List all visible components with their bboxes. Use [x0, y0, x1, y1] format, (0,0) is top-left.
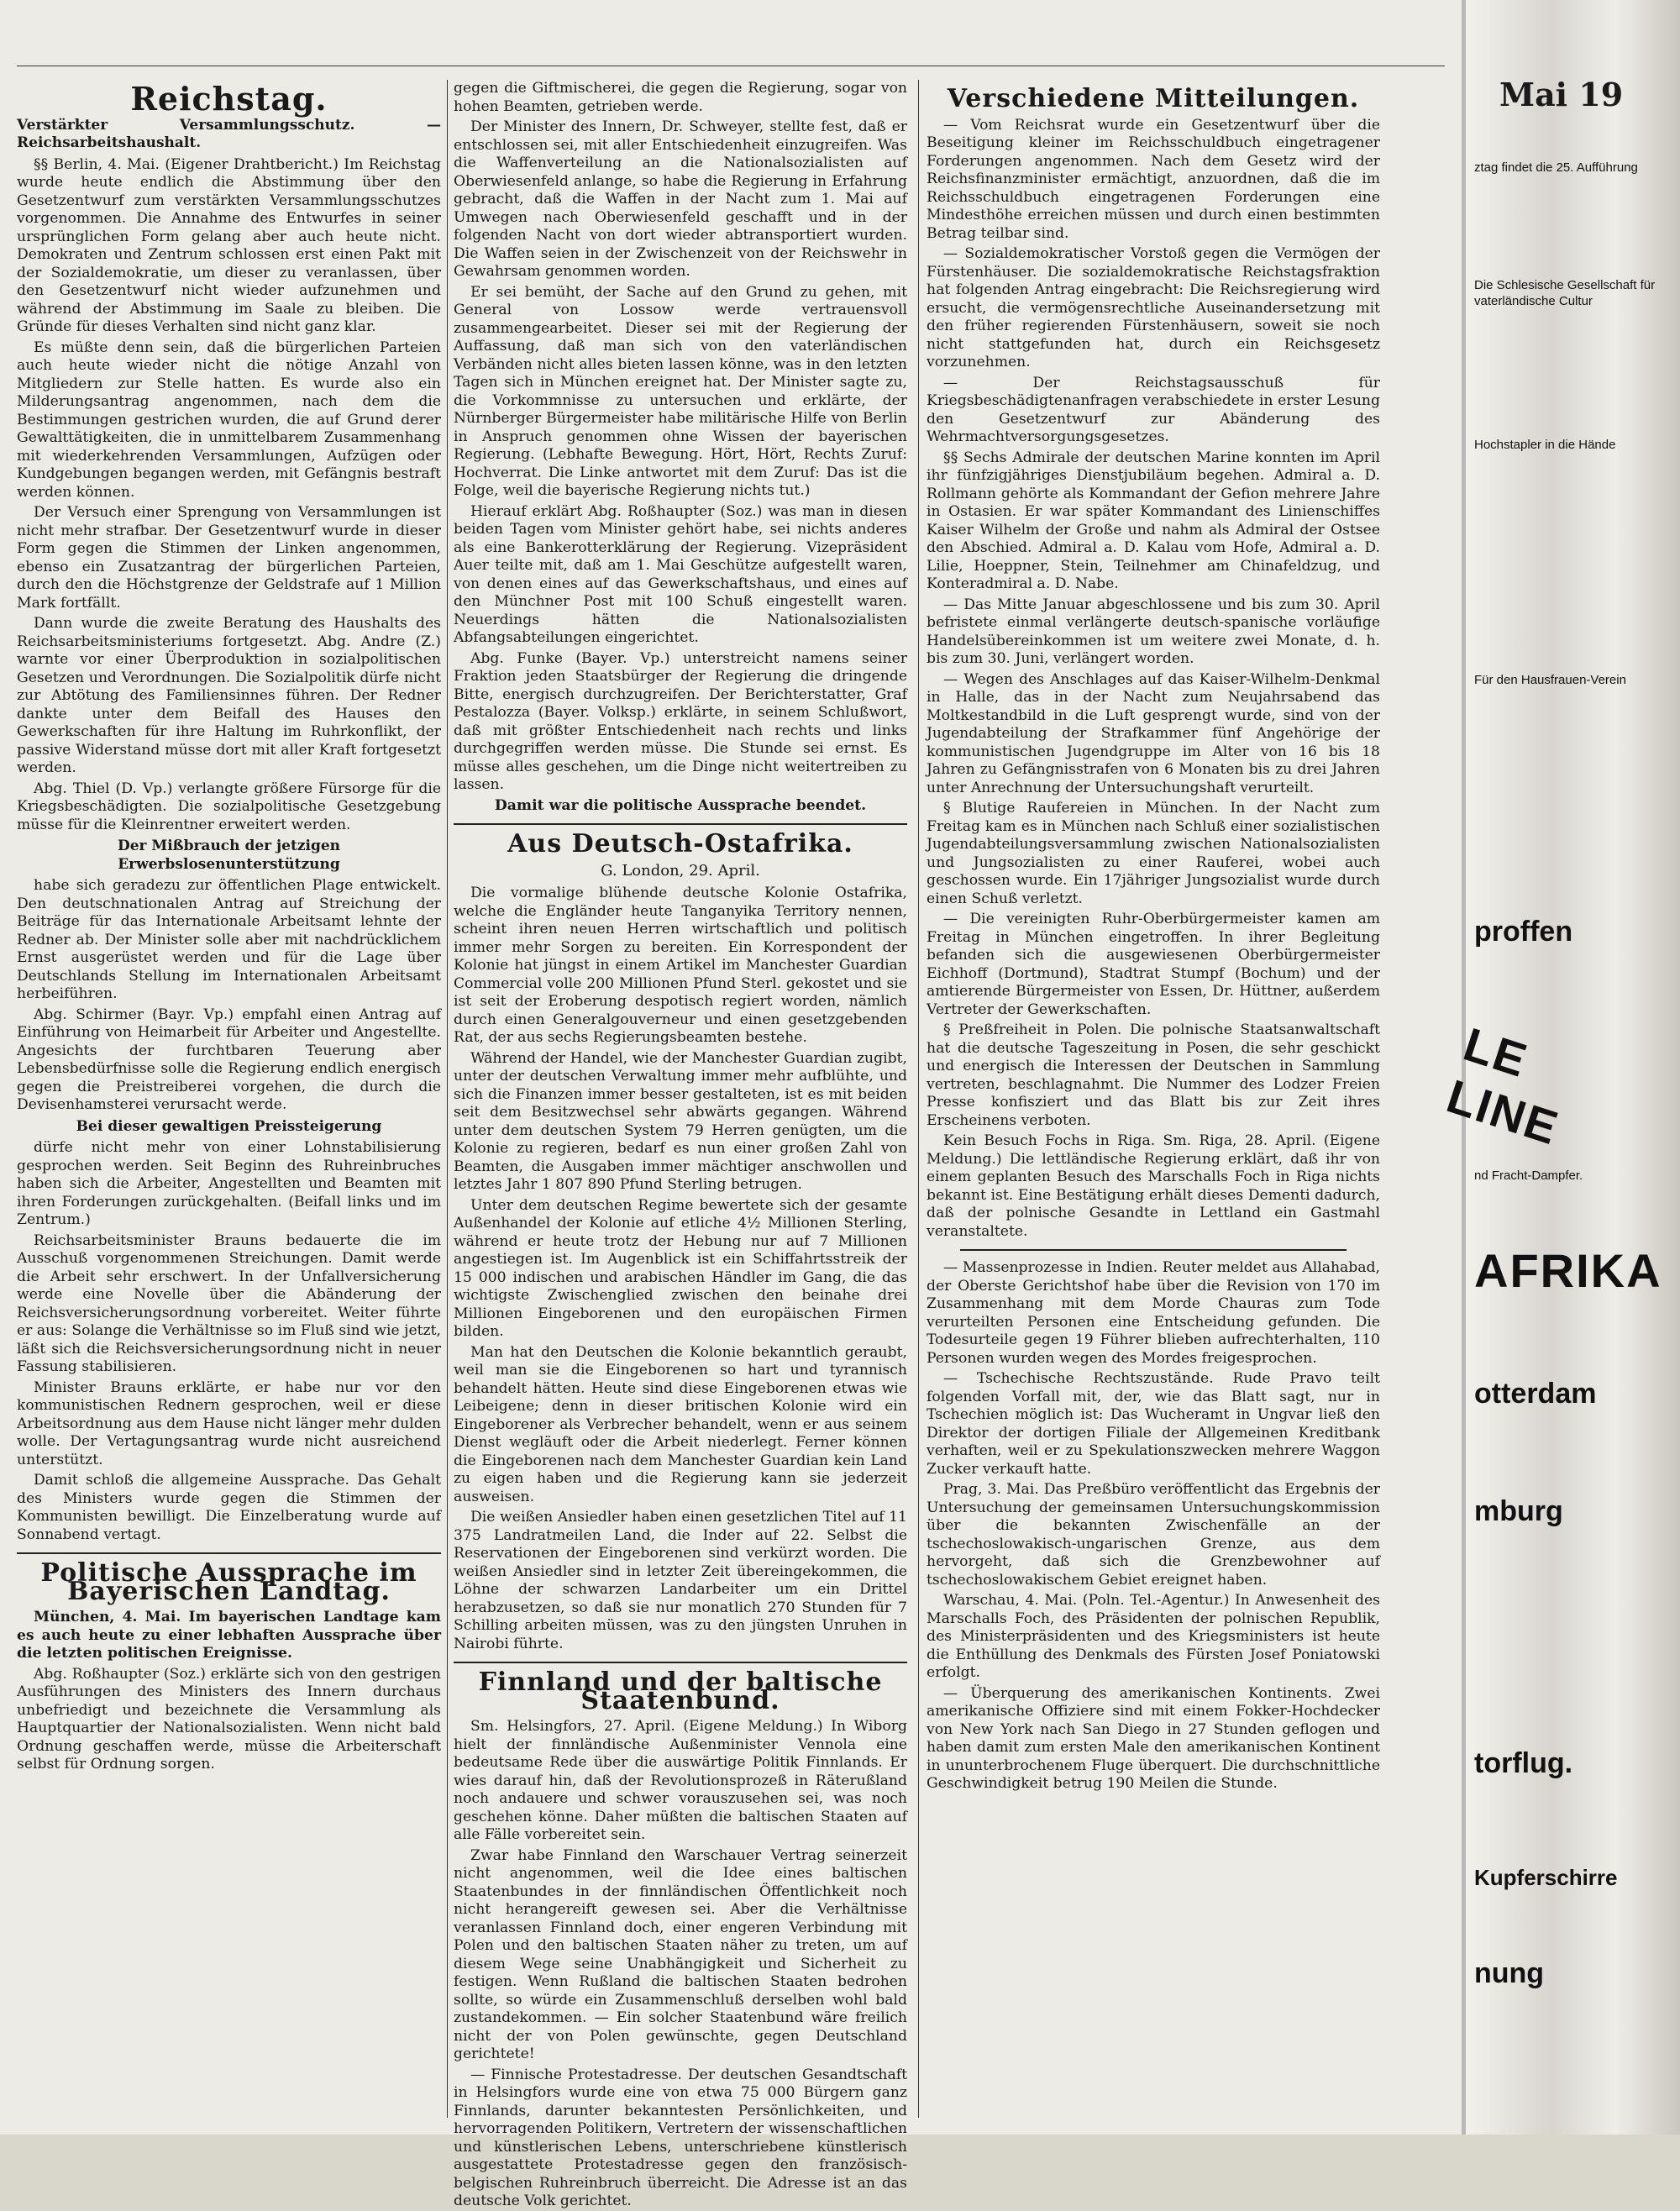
paragraph: Man hat den Deutschen die Kolonie bekanntlich geraubt, weil man sie die Eingeborenen so hart und tyrannisch behandelt hätten. Heute sind diese Eingeborenen etwas wie Leibeigene; denn in dieser britischen Kolonie wird ein Eingeborener als Verbrecher behandelt, wenn er aus seinem Dienst wegläuft oder die Arbeit niederlegt. Ferner können die Eingeborenen nach dem Manchester Guardian kein Land zu eigen haben und die Regierung kann sie jederzeit ausweisen. [454, 1343, 907, 1505]
paragraph: Der Versuch einer Sprengung von Versammlungen ist nicht mehr strafbar. Der Gesetzentwurf wurde in dieser Form gegen die Stimmen der Linken angenommen, ebenso ein Zusatzantrag der bürgerlichen Parteien, durch den die Höchstgrenze der Geldstrafe auf 1 Million Mark fortfällt. [17, 504, 441, 612]
paragraph: Kein Besuch Fochs in Riga. Sm. Riga, 28. April. (Eigene Meldung.) Die lettländische Regierung erklärt, daß ihr von einem geplanten Besuch des Marschalls Foch in Riga nichts bekannt ist. Eine Bestätigung erhält dieses Dementi dadurch, daß der polnische Gesandte in Lettland ein Gastmahl veranstaltete. [927, 1132, 1380, 1240]
paragraph: Warschau, 4. Mai. (Poln. Tel.-Agentur.) In Anwesenheit des Marschalls Foch, des Präsidenten der polnischen Republik, des Ministerpräsidenten und des Kriegsministers ist heute die Enthüllung des Denkmals des Fürsten Josef Poniatowski erfolgt. [927, 1592, 1380, 1681]
paragraph: § Preßfreiheit in Polen. Die polnische Staatsanwaltschaft hat die deutsche Tageszeitung in Posen, die sehr geschickt und energisch die Interessen der Deutschen in Sammlung vertreten, beschlagnahmt. Die Nummer des Lodzer Freien Presse konfisziert und das Blatt bis zur Zeit ihres Erscheinens verboten. [927, 1021, 1380, 1129]
paragraph: Der Minister des Innern, Dr. Schweyer, stellte fest, daß er entschlossen sei, mit aller Entschiedenheit einzugreifen. Was die Waffenverteilung an die Nationalsozialisten auf Oberwiesenfeld anlange, so habe die Regierung in Erfahrung gebracht, daß die Waffen in der Nacht zum 1. Mai auf Umwegen nach Oberwiesenfeld geschafft und in der folgenden Nacht von dort wieder abtransportiert wurden. Die Waffen seien in der Zwischenzeit von der Reichswehr in Gewahrsam genommen worden. [454, 118, 907, 280]
paragraph: — Die vereinigten Ruhr-Oberbürgermeister kamen am Freitag in München eingetroffen. In ihrer Begleitung befanden sich die ausgewiesenen Oberbürgermeister Eichhoff (Dortmund), Stadtrat Stumpf (Bochum) und der amtierende Bürgermeister von Essen, Dr. Hüttner, außerdem Vertreter der Gewerkschaften. [927, 911, 1380, 1018]
paragraph: Prag, 3. Mai. Das Preßbüro veröffentlicht das Ergebnis der Untersuchung der gemeinsamen Untersuchungskommission über die bekannten Zwischenfälle an der tschechoslowakisch-ungarischen Grenze, aus dem hervorgeht, daß sich die Grenzbewohner auf tschechoslowakischem Gebiet ereignet haben. [927, 1481, 1380, 1589]
paragraph: Abg. Thiel (D. Vp.) verlangte größere Fürsorge für die Kriegsbeschädigten. Die sozialpolitische Gesetzgebung müsse für die Kleinrentner erweitert werden. [17, 780, 441, 833]
paragraph: — Wegen des Anschlages auf das Kaiser-Wilhelm-Denkmal in Halle, das in der Nacht zum Neujahrsabend das Moltkestandbild in die Luft gesprengt wurde, sind von der Jugendabteilung der Strafkammer fünf Angehörige der kommunistischen Jugendgruppe im Alter von 16 bis 18 Jahren zu Gefängnisstrafen von 6 Monaten bis zu drei Jahren unter Anrechnung der Untersuchungshaft verurteilt. [927, 670, 1380, 796]
section-heading: Der Mißbrauch der jetzigen Erwerbslosenunterstützung [117, 838, 341, 873]
edge-snippet: Für den Hausfrauen-Verein [1474, 673, 1626, 687]
edge-snippet: nd Fracht-Dampfer. [1474, 1169, 1583, 1183]
divider [960, 1249, 1347, 1251]
section-title-mitteilungen: Verschiedene Mitteilungen. [947, 84, 1360, 113]
ad-heading: Kupferschirre [1474, 1865, 1618, 1890]
paragraph: Minister Brauns erklärte, er habe nur vor den kommunistischen Rednern gesprochen, weil er diese Arbeitsordnung aus dem Hause nicht länger mehr dulden wolle. Der Vertagungsantrag wurde nicht ausreichend unterstützt. [17, 1379, 441, 1468]
paragraph: — Massenprozesse in Indien. Reuter meldet aus Allahabad, der Oberste Gerichtshof habe über die Revision von 170 im Zusammenhang mit dem Morde Chauras zum Tode verurteilten Personen eine Entscheidung gefunden. Die Todesurteile gegen 19 Führer blieben aufrechterhalten, 110 Personen wurden wegen des Mordes freigesprochen. [927, 1259, 1380, 1367]
divider [454, 1662, 907, 1663]
ad-heading: nung [1474, 1957, 1545, 1989]
paragraph: Es müßte denn sein, daß die bürgerlichen Parteien auch heute wieder nicht die nötige Anzahl von Mitgliedern zur Stelle hatten. Es wurde also ein Milderungsantrag angenommen, nach dem die Bestimmungen gestrichen wurden, die auf Grund derer Gewalttätigkeiten, die in unmittelbarem Zusammenhang mit wiederkehrenden Versammlungen, Aufzügen oder Kundgebungen begangen werden, mit Gefängnis bestraft werden können. [17, 339, 441, 501]
paragraph: — Der Reichstagsausschuß für Kriegsbeschädigtenanfragen verabschiedete in erster Lesung den Gesetzentwurf zur Abänderung des Wehrmachtversorgungsgesetzes. [927, 374, 1380, 445]
paragraph: Abg. Schirmer (Bayr. Vp.) empfahl einen Antrag auf Einführung von Heimarbeit für Arbeiter und Angestellte. Angesichts der furchtbaren Teuerung aber Lebensbedürfnisse solle die Regierung endlich energisch gegen die Preistreiberei vorgehen, die durch die Devisenhamsterei verursacht werde. [17, 1006, 441, 1113]
section-heading: Bei dieser gewaltigen Preissteigerung [76, 1117, 382, 1135]
paragraph: Unter dem deutschen Regime bewertete sich der gesamte Außenhandel der Kolonie auf etliche 4½ Millionen Sterling, während er heute trotz der Hebung nur auf 7 Millionen angestiegen ist. Im Augenblick ist ein Schiffahrtsstreik der 15 000 indischen und arabischen Händler im Gang, die das wichtigste Zwischenglied zwischen den beinahe drei Millionen Eingeborenen und den europäischen Firmen bilden. [454, 1196, 907, 1340]
ad-heading: mburg [1474, 1495, 1563, 1527]
paragraph: Hierauf erklärt Abg. Roßhaupter (Soz.) was man in diesen beiden Tagen vom Minister gehört habe, sei nichts anderes als eine Bankerotterklärung der Regierung. Vizepräsident Auer teilte mit, daß am 1. Mai Geschütze aufgestellt waren, von denen eines auf das Gewerkschaftshaus, und eines auf den Münchner Post mit 100 Schuß eingestellt waren. Neuerdings hätten die Nationalsozialisten Abfangsabteilungen eingerichtet. [454, 502, 907, 646]
article-title-finnland: Finnland und der baltische Staatenbund. [478, 1667, 883, 1715]
paragraph: — Tschechische Rechtszustände. Rude Pravo teilt folgenden Vorfall mit, der, wie das Blatt sagt, nur in Tschechien möglich ist: Das Wucheramt in Ungvar ließ den Direktor der dortigen Filiale der Allgemeinen Kreditbank verhaften, weil er zu Spekulationszwecken mehrere Waggon Zucker verkauft hatte. [927, 1370, 1380, 1478]
paragraph: habe sich geradezu zur öffentlichen Plage entwickelt. Den deutschnationalen Antrag auf Streichung der Beiträge für das Internationale Arbeitsamt lehnte der Redner ab. Der Minister solle aber mit nachdrücklichem Ernst ausgerüstet werden und für die Lage über Deutschlands Stellung im Internationalen Arbeitsamt herbeiführen. [17, 877, 441, 1002]
article-title-ostafrika: Aus Deutsch-Ostafrika. [507, 829, 853, 859]
adjacent-page-edge [1441, 0, 1680, 2135]
dateline: G. London, 29. April. [601, 861, 760, 880]
paragraph: Er sei bemüht, der Sache auf den Grund zu gehen, mit General von Lossow werde vertrauensvoll zusammengearbeitet. Dieser sei mit der Regierung der Auffassung, daß man sich von den vaterländischen Verbänden nicht alles bieten lassen könne, was in den letzten Tagen sich in München ereignet hat. Der Minister sagte zu, die Vorkommnisse zu untersuchen und erklärte, der Nürnberger Bürgermeister habe militärische Hilfe von Berlin in Anspruch genommen ohne Wissen der bayerischen Regierung. (Lebhafte Bewegung. Hört, Hört, Rechts Zuruf: Hochverrat. Die Linke antwortet mit dem Zuruf: Das ist die Folge, weil die bayerische Regierung nichts tut.) [454, 283, 907, 499]
divider [17, 1552, 441, 1554]
article-title-bayern: Politische Aussprache im Bayerischen Landtag. [40, 1558, 417, 1606]
paragraph: — Vom Reichsrat wurde ein Gesetzentwurf über die Beseitigung kleiner im Reichsschuldbuch eingetragener Forderungen angenommen. Nach dem Gesetz wird der Reichsfinanzminister ermächtigt, anzuordnen, daß die im Reichsschuldbuch eingetragenen Forderungen eine Mindesthöhe erreichen müssen und durch einen bestimmten Betrag teilbar sind. [927, 116, 1380, 242]
paragraph: — Finnische Protestadresse. Der deutschen Gesandtschaft in Helsingfors wurde eine von etwa 75 000 Bürgern ganz Finnlands, darunter bekanntesten Persönlichkeiten, und hervorragenden Politikern, Vertretern der wissenschaftlichen und künstlerischen Lebens, unterschriebene künstlerisch ausgestattete Protestadresse gegen den französisch-belgischen Ruhreinbruch überreicht. Die Adresse ist an das deutsche Volk gerichtet. [454, 2066, 907, 2209]
paragraph: — Das Mitte Januar abgeschlossene und bis zum 30. April befristete einmal verlängerte deutsch-spanische vorläufige Handelsübereinkommen ist um weitere zwei Monate, d. h. bis zum 30. Juni, verlängert worden. [927, 596, 1380, 667]
paragraph: §§ Sechs Admirale der deutschen Marine konnten im April ihr fünfzigjähriges Dienstjubiläum begehen. Admiral a. D. Rollmann gehörte als Kommandant der Gefion mehrere Jahre in Ostasien. Er war später Kommandant des Linienschiffes Kaiser Wilhelm der Große und nahm als Admiral der Ostsee den Abschied. Admiral a. D. Kalau vom Hofe, Admiral a. D. Lilie, Hoeppner, Stein, Teilnehmer am Chinafeldzug, und Konteradmiral a. D. Nabe. [927, 449, 1380, 592]
paragraph: Dann wurde die zweite Beratung des Haushalts des Reichsarbeitsministeriums fortgesetzt. Abg. Andre (Z.) warnte vor einer Überproduktion in sozialpolitischen Gesetzen und Verordnungen. Die Sozialpolitik dürfe nicht zur Abtötung des Familiensinnes führen. Der Redner dankte unter dem Beifall des Hauses den Gewerkschaften für ihre Haltung im Ruhrkonflikt, der passive Widerstand müsse dort mit aller Kraft fortgesetzt werden. [17, 615, 441, 776]
article-title-reichstag: Reichstag. [130, 80, 328, 118]
paragraph: § Blutige Raufereien in München. In der Nacht zum Freitag kam es in München nach Schluß einer sozialistischen Jugendabteilungsversammlung zwischen Nationalsozialisten und Jungsozialisten zu einer Rauferei, wobei auch geschossen wurde. Ein 17jähriger Jungsozialist wurde durch einen Schuß verletzt. [927, 800, 1380, 907]
paragraph: Sm. Helsingfors, 27. April. (Eigene Meldung.) In Wiborg hielt der finnländische Außenminister Vennola eine bedeutsame Rede über die auswärtige Politik Finnlands. Er wies darauf hin, daß der Revolutionsprozeß in Räterußland noch andauere und schwer vorauszusehen sei, was noch geschehen könne. Daher müßten die baltischen Staaten auf alle Fälle vorbereitet sein. [454, 1718, 907, 1843]
ad-heading: torflug. [1474, 1747, 1573, 1779]
corner-label: Mai 19 [1499, 76, 1624, 113]
paragraph: Abg. Funke (Bayer. Vp.) unterstreicht namens seiner Fraktion jeden Staatsbürger der Regierung die dringende Bitte, energisch durchzugreifen. Der Berichterstatter, Graf Pestalozza (Bayer. Volksp.) erklärte, in seinem Schlußwort, daß mit größter Entschiedenheit nach rechts und links durchgegriffen werden müsse. Die Stunde sei ernst. Es müsse alles geschehen, um die Dinge nicht weitertreiben zu lassen. [454, 649, 907, 793]
paragraph: Damit war die politische Aussprache beendet. [494, 796, 867, 814]
column-1 [17, 80, 441, 2118]
ad-heading: LE LINE [1441, 1016, 1566, 1155]
paragraph: — Überquerung des amerikanischen Kontinents. Zwei amerikanische Offiziere sind mit einem Fokker-Hochdecker von New York nach San Diego in 27 Stunden geflogen und haben damit zum ersten Male den amerikanischen Kontinent in ununterbrochenem Fluge überquert. Die durchschnittliche Geschwindigkeit betrug 190 Meilen die Stunde. [927, 1684, 1380, 1792]
paragraph: — Sozialdemokratischer Vorstoß gegen die Vermögen der Fürstenhäuser. Die sozialdemokratische Reichstagsfraktion hat folgenden Antrag eingebracht: Die Reichsregierung wird ersucht, die vermögensrechtliche Auseinandersetzung mit den früher regierenden Fürstenhäusern, soweit sie noch nicht stattgefunden hat, durch ein Reichsgesetz vorzunehmen. [927, 245, 1380, 370]
paragraph: Während der Handel, wie der Manchester Guardian zugibt, unter der deutschen Verwaltung immer mehr aufblühte, und sich die Finanzen immer besser gestalteten, ist es mit beiden seit dem Besitzwechsel sehr abwärts gegangen. Während unter dem deutschen System 79 Herren genügten, um die Kolonie zu regieren, bedarf es nun einer großen Zahl von Beamten, die Ausgaben immer mächtiger anschwollen und letztes Jahr 1 807 890 Pfund Sterling betrugen. [454, 1049, 907, 1193]
paragraph: dürfe nicht mehr von einer Lohnstabilisierung gesprochen werden. Seit Beginn des Ruhreinbruches haben sich die Arbeiter, Angestellten und Beamten mit ihren Forderungen zurückgehalten. (Beifall links und im Zentrum.) [17, 1139, 441, 1228]
ad-heading: proffen [1474, 916, 1573, 948]
paragraph: Abg. Roßhaupter (Soz.) erklärte sich von den gestrigen Ausführungen des Ministers des Innern durchaus unbefriedigt und bezeichnete die Versammlung als Hauptquartier der Nationalsozialisten. Wenn nicht bald Ordnung geschaffen werde, müsse die Arbeiterschaft selbst für Ordnung sorgen. [17, 1665, 441, 1772]
paragraph: Die vormalige blühende deutsche Kolonie Ostafrika, welche die Engländer heute Tanganyika Territory nennen, scheint ihren neuen Herren wirtschaftlich und politisch immer mehr Sorgen zu bereiten. Ein Korrespondent der Kolonie hat jüngst in einem Artikel im Manchester Guardian Commercial volle 200 Millionen Pfund Sterl. gekostet und sie ist seit der Eroberung despotisch regiert worden, nämlich durch einen Generalgouverneur und einen gesetzgebenden Rat, der aus sechs Regierungsbeamten bestehe. [454, 885, 907, 1046]
divider [454, 823, 907, 825]
paragraph: Reichsarbeitsminister Brauns bedauerte die im Ausschuß vorgenommenen Streichungen. Damit werde die Arbeit sehr erschwert. In der Unfallversicherung werde eine Novelle über die Abänderung der Reichsversicherungsordnung vorbereitet. Weiter führte er aus: Solange die Verhältnisse so im Fluß sind wie jetzt, läßt sich die Reichsversicherungsordnung nicht in neuer Fassung stabilisieren. [17, 1232, 441, 1375]
column-rule [447, 80, 448, 2118]
edge-snippet: ztag findet die 25. Aufführung [1474, 160, 1638, 175]
paragraph: Die weißen Ansiedler haben einen gesetzlichen Titel auf 11 375 Landratmeilen Land, die Inder auf 22. Selbst die Reservationen der Eingeborenen sind verkürzt worden. Die weißen Ansiedler sind in letzter Zeit übereingekommen, die Löhne der schwarzen Landarbeiter um ein Drittel herabzusetzen, so daß sie nur monatlich 270 Stunden für 7 Schilling arbeiten müssen, was zu den jüngsten Unruhen in Nairobi führte. [454, 1509, 907, 1652]
column-rule [918, 80, 919, 2118]
article-subtitle: Verstärkter Versammlungsschutz. — Reichsarbeitshaushalt. [17, 116, 441, 151]
ad-heading: otterdam [1474, 1378, 1597, 1410]
paragraph: §§ Berlin, 4. Mai. (Eigener Drahtbericht.) Im Reichstag wurde heute endlich die Abstimmung über den Gesetzentwurf zum verstärkten Versammlungsschutzes vorgenommen. Die Annahme des Entwurfes in seiner ursprünglichen Form gelang aber auch heute nicht. Demokraten und Zentrum schlossen erst einen Pakt mit der Sozialdemokratie, um dieser zu veranlassen, über den Gesetzentwurf nicht wieder aufzunehmen und während der Abstimmung im Saale zu bleiben. Die Gründe für dieses Verhalten sind nicht ganz klar. [17, 155, 441, 335]
paragraph: München, 4. Mai. Im bayerischen Landtage kam es auch heute zu einer lebhaften Aussprache über die letzten politischen Ereignisse. [17, 1609, 441, 1662]
edge-snippet: Die Schlesische Gesellschaft für vaterländische Cultur [1474, 278, 1656, 308]
paragraph: Zwar habe Finnland den Warschauer Vertrag seinerzeit nicht angenommen, weil die Idee eines baltischen Staatenbundes in der finnländischen Öffentlichkeit noch nicht herangereift gewesen sei. Aber die Verhältnisse veranlassen Finnland doch, einer engeren Verbindung mit Polen und den baltischen Staaten näher zu treten, um auf diesem Wege seine Unabhängigkeit und Sicherheit zu festigen. Wenn Rußland die baltischen Staaten bedrohen sollte, so würde ein Zusammenschluß derselben wohl bald zustandekommen. — Ein solcher Staatenbund wäre freilich nicht der von Polen gewünschte, gegen Deutschland gerichtete! [454, 1846, 907, 2062]
column-3 [927, 80, 1380, 2118]
ad-heading: AFRIKA [1474, 1244, 1662, 1297]
paragraph: gegen die Giftmischerei, die gegen die Regierung, sogar von hohen Beamten, getrieben werde. [454, 80, 907, 115]
column-2 [454, 80, 907, 2209]
edge-snippet: Hochstapler in die Hände [1474, 438, 1616, 452]
paragraph: Damit schloß die allgemeine Aussprache. Das Gehalt des Ministers wurde gegen die Stimmen der Kommunisten bewilligt. Die Einzelberatung wurde auf Sonnabend vertagt. [17, 1472, 441, 1543]
